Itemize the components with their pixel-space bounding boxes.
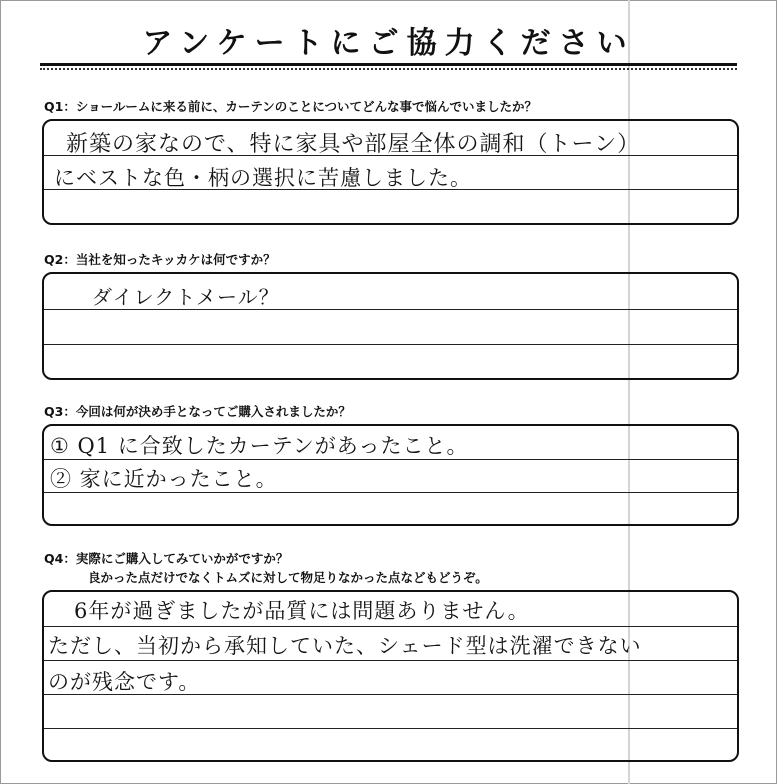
question-4-label: Q4：実際にご購入してみていかがですか？	[44, 551, 289, 566]
answer-3-line-2: ② 家に近かったこと。	[50, 467, 278, 491]
question-3-label: Q3：今回は何が決め手となってご購入されましたか？	[44, 404, 351, 419]
answer-4-line-1: 6年が過ぎましたが品質には問題ありません。	[74, 599, 530, 623]
page-title: アンケートにご協力ください	[142, 26, 635, 61]
answer-1-line-1: 新築の家なので、特に家具や部屋全体の調和（トーン）	[66, 132, 641, 157]
answer-1-line-2: にベストな色・柄の選択に苦慮しました。	[54, 166, 472, 190]
ruled-line	[44, 728, 737, 729]
title-underline	[40, 63, 737, 66]
answer-2-line-1: ダイレクトメール？	[92, 285, 280, 309]
ruled-line	[44, 344, 737, 345]
title-dotted-underline	[40, 68, 737, 70]
answer-3-line-1: ① Q1 に合致したカーテンがあったこと。	[50, 434, 469, 458]
answer-box-2	[42, 272, 739, 380]
answer-4-line-3: のが残念です。	[48, 670, 201, 694]
question-1-label: Q1：ショールームに来る前に、カーテンのことについてどんな事で悩んでいましたか？	[44, 99, 537, 114]
answer-box-3	[42, 424, 739, 526]
answer-4-line-2: ただし、当初から承知していた、シェード型は洗濯できない	[48, 634, 642, 658]
answer-box-4	[42, 590, 739, 762]
question-2-label: Q2：当社を知ったキッカケは何ですか？	[44, 252, 276, 267]
ruled-line	[44, 660, 737, 661]
ruled-line	[44, 626, 737, 627]
answer-box-1	[42, 119, 739, 225]
question-4-sublabel: 良かった点だけでなくトムズに対して物足りなかった点などもどうぞ。	[88, 570, 488, 585]
